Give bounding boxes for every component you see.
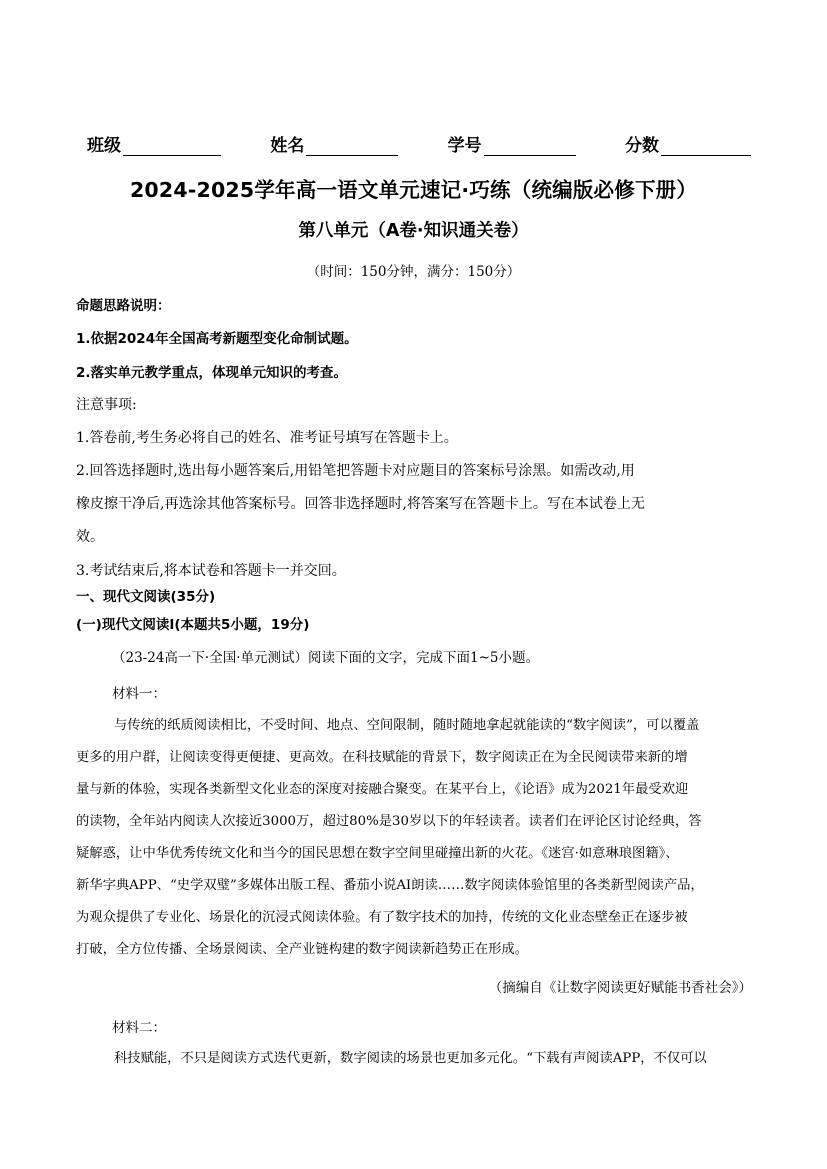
material1-line: 与传统的纸质阅读相比，不受时间、地点、空间限制，随时随地拿起就能读的“数字阅读”，可以覆盖 <box>114 718 700 733</box>
name-field[interactable] <box>270 130 398 156</box>
notice-item: 效。 <box>76 529 104 545</box>
class-field[interactable] <box>87 130 221 156</box>
material1-line: 为观众提供了专业化、场景化的沉浸式阅读体验。有了数字技术的加持，传统的文化业态壁垒正在逐步被 <box>76 910 688 925</box>
score-field[interactable] <box>625 130 751 156</box>
sub-section-heading: (一)现代文阅读Ⅰ(本题共5小题，19分) <box>76 617 310 633</box>
score-label: 分数 <box>624 136 659 156</box>
material1-line: 的读物，全年站内阅读人次接近3000万，超过80%是30岁以下的年轻读者。读者们在评论区讨论经典，答 <box>76 814 702 829</box>
class-label: 班级 <box>87 136 121 156</box>
design-note-item: 1.依据2024年全国高考新题型变化命制试题。 <box>76 331 358 347</box>
material1-source: （摘编自《让数字阅读更好赋能书香社会》） <box>488 980 752 996</box>
student-id-field[interactable] <box>448 130 576 156</box>
page-subtitle: 第八单元（A卷·知识通关卷） <box>298 221 529 241</box>
notice-heading: 注意事项: <box>76 397 137 413</box>
notice-item: 1.答卷前,考生务必将自己的姓名、准考证号填写在答题卡上。 <box>76 430 458 446</box>
notice-item: 2.回答选择题时,选出每小题答案后,用铅笔把答题卡对应题目的答案标号涂黑。如需改动,用 <box>76 463 635 479</box>
material1-label: 材料一： <box>112 686 166 702</box>
material2-label: 材料二： <box>112 1020 166 1036</box>
material1-line: 疑解惑，让中华优秀传统文化和当今的国民思想在数字空间里碰撞出新的火花。《迷宫·如意琳琅图籍》、 <box>76 846 679 861</box>
name-label: 姓名 <box>270 136 305 156</box>
student-id-label: 学号 <box>447 136 482 156</box>
design-note-item: 2.落实单元教学重点，体现单元知识的考查。 <box>76 365 348 381</box>
material1-line: 打破，全方位传播、全场景阅读、全产业链构建的数字阅读新趋势正在形成。 <box>76 942 529 957</box>
name-blank[interactable] <box>306 137 398 156</box>
design-notes-heading: 命题思路说明： <box>76 298 171 314</box>
instruction-text: （23-24高一下·全国·单元测试）阅读下面的文字，完成下面1~5小题。 <box>112 650 539 666</box>
student-id-blank[interactable] <box>484 137 576 156</box>
page-title: 2024-2025学年高一语文单元速记·巧练（统编版必修下册） <box>129 178 698 202</box>
notice-item: 3.考试结束后,将本试卷和答题卡一并交回。 <box>76 563 346 579</box>
class-blank[interactable] <box>123 137 221 156</box>
time-info: （时间：150分钟，满分：150分） <box>306 264 521 280</box>
material1-line: 新华字典APP、“史学双璧”多媒体出版工程、番茄小说AI朗读……数字阅读体验馆里的各类新型阅读产品， <box>76 878 704 893</box>
material1-line: 量与新的体验，实现各类新型文化业态的深度对接融合聚变。在某平台上，《论语》成为2021年最受欢迎 <box>76 782 689 797</box>
material1-line: 更多的用户群，让阅读变得更便捷、更高效。在科技赋能的背景下，数字阅读正在为全民阅读带来新的增 <box>76 750 688 765</box>
material2-line: 科技赋能，不只是阅读方式迭代更新，数字阅读的场景也更加多元化。“下载有声阅读APP，不仅可以 <box>114 1051 707 1066</box>
notice-item: 橡皮擦干净后,再选涂其他答案标号。回答非选择题时,将答案写在答题卡上。写在本试卷上无 <box>76 496 645 512</box>
score-blank[interactable] <box>661 137 751 156</box>
student-info-row <box>87 130 751 156</box>
section-heading: 一、现代文阅读(35分) <box>76 589 216 605</box>
